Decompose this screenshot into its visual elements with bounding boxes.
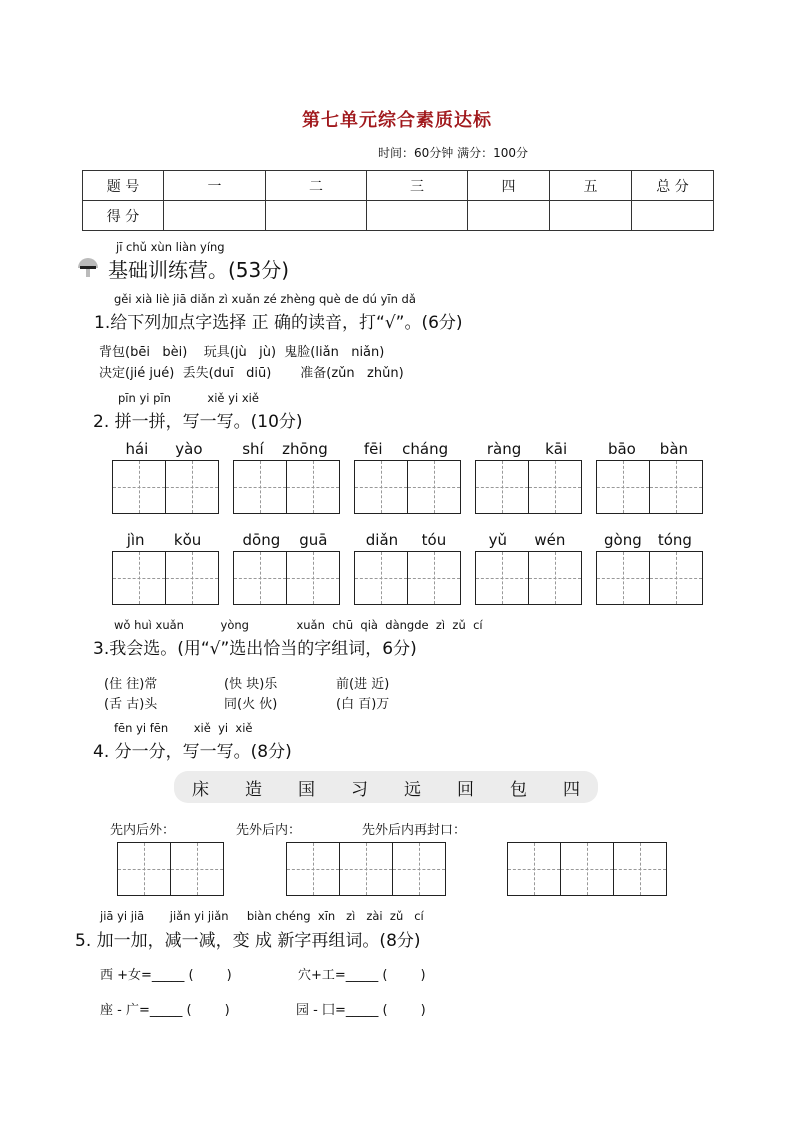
table-cell: 题 号	[83, 171, 164, 201]
writing-cell[interactable]	[507, 842, 561, 896]
writing-cell[interactable]	[475, 460, 529, 514]
pinyin-syllable: hái	[125, 440, 149, 458]
pinyin-syllable: jìn	[126, 531, 145, 549]
writing-cell[interactable]	[112, 551, 166, 605]
pinyin-syllable: yǔ	[488, 531, 508, 549]
writing-cell[interactable]	[407, 551, 461, 605]
pinyin-syllable: tóu	[421, 531, 447, 549]
q5-item[interactable]: 穴+工=_____ ( )	[298, 968, 426, 983]
table-row	[83, 171, 714, 201]
writing-cell[interactable]	[354, 460, 408, 514]
writing-cell[interactable]	[596, 460, 650, 514]
pinyin-word-5	[596, 440, 703, 514]
writing-cell[interactable]	[233, 460, 287, 514]
pinyin-syllable: cháng	[402, 440, 449, 458]
time-info: 时间：60分钟 满分：100分	[378, 146, 528, 160]
writing-cell[interactable]	[407, 460, 461, 514]
section-title: 基础训练营。(53分)	[108, 258, 290, 282]
q5-text: 5. 加一加，减一减，变 成 新字再组词。(8分)	[75, 931, 421, 951]
pinyin-word-10	[596, 531, 703, 605]
writing-cell[interactable]	[112, 460, 166, 514]
pinyin-syllable: yào	[175, 440, 203, 458]
bank-char: 习	[351, 779, 368, 800]
table-cell: 五	[550, 171, 632, 201]
group-label: 先内后外：	[110, 823, 176, 838]
answer-grid-outside-in	[286, 842, 446, 896]
score-table	[82, 170, 714, 231]
writing-cell[interactable]	[649, 551, 703, 605]
bank-char: 国	[298, 779, 315, 800]
pinyin-syllable: gòng	[604, 531, 642, 549]
pinyin-syllable: kǒu	[173, 531, 202, 549]
pinyin-syllable: wén	[534, 531, 566, 549]
writing-cell[interactable]	[286, 460, 340, 514]
q3-pinyin: wǒ huì xuǎn yòng xuǎn chū qià dàngde zì zǔ cí	[114, 618, 483, 632]
q5-item[interactable]: 园 - 囗=_____ ( )	[296, 1003, 426, 1018]
pinyin-word-2	[233, 440, 340, 514]
writing-cell[interactable]	[165, 551, 219, 605]
q3-option[interactable]: (白 百)万	[336, 697, 390, 712]
pinyin-syllable: bàn	[659, 440, 689, 458]
group-label: 先外后内：	[236, 823, 302, 838]
q4-pinyin: fēn yi fēn xiě yi xiě	[114, 721, 253, 735]
writing-cell[interactable]	[649, 460, 703, 514]
pinyin-word-7	[233, 531, 340, 605]
writing-cell[interactable]	[528, 551, 582, 605]
q1-options-line1: 背包(bēi bèi) 玩具(jù jù) 鬼脸(liǎn niǎn)	[99, 345, 385, 360]
q2-pinyin: pīn yi pīn xiě yi xiě	[118, 391, 259, 405]
pinyin-syllable: fēi	[363, 440, 383, 458]
bank-char: 床	[192, 779, 209, 800]
answer-grid-enclosed	[507, 842, 667, 896]
writing-cell[interactable]	[392, 842, 446, 896]
q1-options-line2: 决定(jié jué) 丢失(duī diū) 准备(zǔn zhǔn)	[99, 366, 404, 381]
bank-char: 回	[457, 779, 474, 800]
score-input-cell[interactable]	[367, 201, 468, 231]
pinyin-syllable: ràng	[486, 440, 522, 458]
q3-text: 3.我会选。(用“√”选出恰当的字组词，6分)	[93, 639, 417, 659]
q2-text: 2. 拼一拼，写一写。(10分)	[93, 412, 303, 432]
q3-option[interactable]: 同(火 伙)	[224, 697, 278, 712]
pinyin-syllable: bāo	[607, 440, 636, 458]
q3-option[interactable]: (舌 古)头	[104, 697, 158, 712]
q5-pinyin: jiā yi jiā jiǎn yi jiǎn biàn chéng xīn zì zài zǔ cí	[100, 909, 424, 923]
table-cell: 总 分	[632, 171, 714, 201]
pinyin-word-4	[475, 440, 582, 514]
q3-option[interactable]: 前(进 近)	[336, 677, 390, 692]
q1-pinyin: gěi xià liè jiā diǎn zì xuǎn zé zhèng què de dú yīn dǎ	[114, 292, 416, 306]
score-input-cell[interactable]	[266, 201, 367, 231]
page-title: 第七单元综合素质达标	[302, 110, 492, 131]
score-input-cell[interactable]	[468, 201, 550, 231]
writing-cell[interactable]	[613, 842, 667, 896]
table-cell: 二	[266, 171, 367, 201]
bank-char: 远	[404, 779, 421, 800]
q5-item[interactable]: 西 +女=_____ ( )	[100, 968, 232, 983]
writing-cell[interactable]	[165, 460, 219, 514]
bank-char: 包	[510, 779, 527, 800]
pinyin-word-6	[112, 531, 219, 605]
pinyin-word-9	[475, 531, 582, 605]
table-cell: 三	[367, 171, 468, 201]
pinyin-syllable: zhōng	[282, 440, 328, 458]
pinyin-word-3	[354, 440, 461, 514]
q3-option[interactable]: (快 块)乐	[224, 677, 278, 692]
section-pinyin: jī chǔ xùn liàn yíng	[116, 240, 225, 254]
writing-cell[interactable]	[170, 842, 224, 896]
character-bank	[174, 771, 598, 803]
table-cell: 四	[468, 171, 550, 201]
q5-item[interactable]: 座 - 广=_____ ( )	[100, 1003, 230, 1018]
q1-text: 1.给下列加点字选择 正 确的读音，打“√”。(6分)	[94, 313, 463, 333]
table-cell: 一	[164, 171, 266, 201]
table-row	[83, 201, 714, 231]
score-input-cell[interactable]	[164, 201, 266, 231]
writing-cell[interactable]	[117, 842, 171, 896]
q3-option[interactable]: (住 往)常	[104, 677, 158, 692]
writing-cell[interactable]	[339, 842, 393, 896]
group-label: 先外后内再封口：	[362, 823, 467, 838]
writing-cell[interactable]	[528, 460, 582, 514]
pinyin-syllable: kāi	[545, 440, 568, 458]
table-cell: 得 分	[83, 201, 164, 231]
answer-grid-inside-out	[117, 842, 224, 896]
writing-cell[interactable]	[286, 842, 340, 896]
pinyin-word-8	[354, 531, 461, 605]
pinyin-syllable: tóng	[657, 531, 692, 549]
score-input-cell[interactable]	[632, 201, 714, 231]
writing-cell[interactable]	[233, 551, 287, 605]
bank-char: 四	[563, 779, 580, 800]
q4-text: 4. 分一分，写一写。(8分)	[93, 742, 292, 762]
pinyin-syllable: diǎn	[365, 531, 399, 549]
pinyin-syllable: guā	[299, 531, 328, 549]
writing-cell[interactable]	[596, 551, 650, 605]
pinyin-syllable: shí	[242, 440, 264, 458]
writing-cell[interactable]	[475, 551, 529, 605]
writing-cell[interactable]	[286, 551, 340, 605]
writing-cell[interactable]	[560, 842, 614, 896]
pinyin-word-1	[112, 440, 219, 514]
writing-cell[interactable]	[354, 551, 408, 605]
section-badge-icon	[76, 256, 100, 278]
pinyin-syllable: dōng	[242, 531, 281, 549]
score-input-cell[interactable]	[550, 201, 632, 231]
bank-char: 造	[245, 779, 262, 800]
